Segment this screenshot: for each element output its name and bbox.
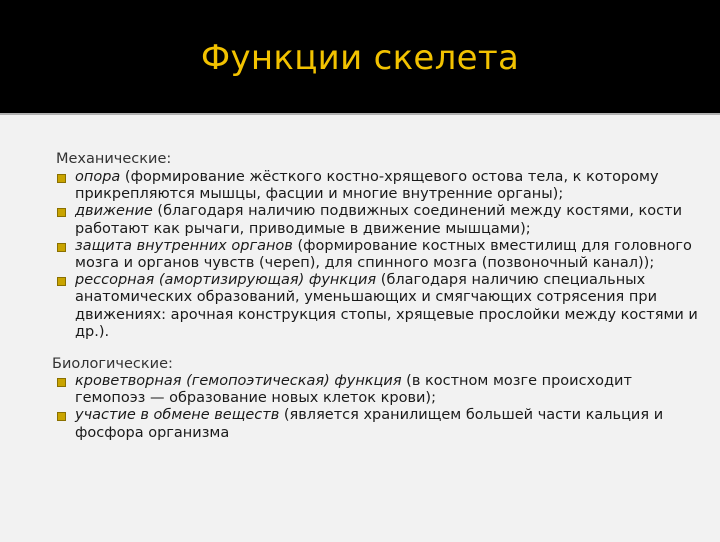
list-item bbox=[0, 169, 720, 203]
item-term: кроветворная (гемопоэтическая) функция bbox=[75, 373, 402, 389]
list-item bbox=[0, 203, 720, 237]
list-item bbox=[0, 238, 720, 272]
bullet-icon bbox=[57, 174, 66, 183]
section-heading-biological bbox=[52, 355, 173, 373]
item-term: рессорная (амортизирующая) функция bbox=[75, 272, 377, 289]
section-heading-mechanical bbox=[56, 150, 171, 168]
title-bar bbox=[0, 0, 720, 113]
bullet-icon bbox=[57, 412, 66, 421]
bullet-icon bbox=[57, 378, 66, 387]
item-text: (благодаря наличию подвижных соединений между костями, кости работают как рычаги, приводимые в движение мышцами); bbox=[75, 203, 683, 237]
bullet-icon bbox=[57, 243, 66, 252]
bullet-icon bbox=[57, 208, 66, 217]
section-heading-colon: : bbox=[168, 356, 173, 372]
list-item bbox=[0, 272, 720, 341]
biological-list bbox=[0, 373, 720, 442]
item-text: (в костном мозге происходит гемопоэз — образование новых клеток крови); bbox=[75, 373, 632, 407]
item-text: (является хранилищем большей части кальция и фосфора организма bbox=[75, 407, 664, 441]
item-text: (благодаря наличию специальных анатомических образований, уменьшающих и смягчающих сотрясения при движениях: арочная конструкция стопы, хрящевые прослойки между костями и др.). bbox=[75, 272, 698, 340]
item-term: опора bbox=[75, 169, 121, 185]
section-heading-text: Механические bbox=[56, 151, 167, 167]
item-text: (формирование жёсткого костно-хрящевого остова тела, к которому прикрепляются мышцы, фасции и многие внутренние органы); bbox=[75, 169, 659, 203]
section-heading-colon: : bbox=[166, 151, 172, 167]
item-term: движение bbox=[75, 203, 153, 220]
slide-title: Функции скелета bbox=[200, 38, 520, 78]
item-text: (формирование костных вместилищ для головного мозга и органов чувств (череп), для спинного мозга (позвоночный канал)); bbox=[75, 237, 692, 272]
section-heading-text: Биологические bbox=[52, 356, 168, 372]
item-term: защита внутренних органов bbox=[75, 237, 293, 254]
mechanical-list bbox=[0, 169, 720, 341]
list-item bbox=[0, 407, 720, 441]
bullet-icon bbox=[57, 277, 66, 286]
content-area bbox=[0, 113, 720, 542]
item-term: участие в обмене веществ bbox=[75, 407, 280, 424]
list-item bbox=[0, 373, 720, 407]
